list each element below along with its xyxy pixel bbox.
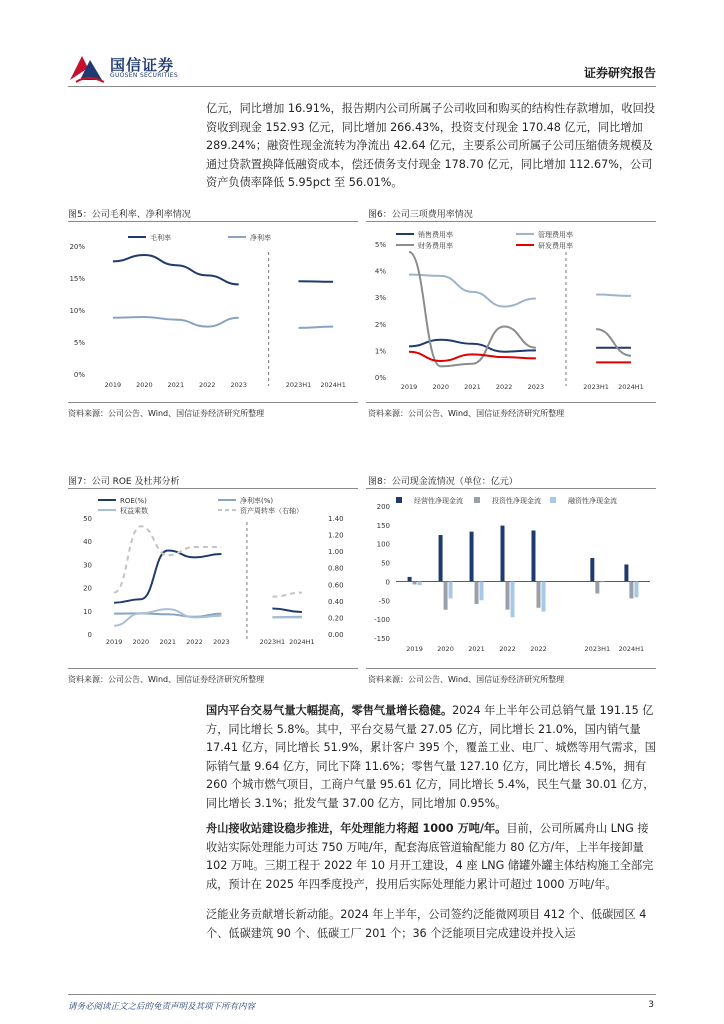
fig6-top-rule: [366, 221, 656, 222]
doc-type-label: 证券研究报告: [583, 66, 656, 80]
fig8-bar-2: [634, 581, 638, 597]
fig7-left-ytick: 40: [83, 538, 92, 547]
fig8-bar-2: [511, 581, 515, 617]
fig6-xtick: 2019: [400, 383, 418, 391]
fig8-legend-label: 经营性净现金流: [414, 497, 463, 505]
fig8-xtick: 2022: [499, 645, 516, 653]
section-2: [206, 820, 656, 894]
logo-text-cn: 国信证券: [110, 56, 175, 74]
fig8-bar-0: [439, 535, 443, 581]
fig7-left-ytick: 20: [83, 584, 92, 593]
fig5-xtick: 2024H1: [320, 381, 346, 389]
fig8-bar-0: [531, 531, 535, 582]
logo-text-en: GUOSEN SECURITIES: [110, 72, 179, 79]
fig8-ytick: -50: [378, 597, 390, 606]
fig8-bar-0: [501, 526, 505, 582]
fig7-xtick: 2024H1: [289, 638, 315, 646]
fig5-xtick: 2021: [167, 381, 185, 389]
footer-disclaimer: 请务必阅读正文之后的免责声明及其项下所有内容: [68, 1002, 256, 1012]
fig8-legend-label: 投资性净现金流: [492, 497, 541, 505]
fig7-bottom-rule: [68, 668, 358, 669]
fig5-chart: [68, 226, 358, 396]
fig8-legend-label: 融资性净现金流: [568, 497, 617, 505]
fig8-bar-0: [590, 558, 594, 581]
fig7-legend-label: 资产周转率（右轴）: [240, 507, 303, 515]
fig6-ytick: 5%: [374, 241, 386, 249]
fig7-top-rule: [68, 488, 358, 489]
fig6-series-line-1: [596, 295, 631, 296]
fig8-legend-swatch: [474, 497, 480, 503]
fig8-bar-0: [470, 532, 474, 582]
fig7-left-ytick: 50: [83, 515, 92, 523]
fig8-bar-1: [413, 581, 417, 584]
fig5-xtick: 2023: [230, 381, 248, 389]
fig6-xtick: 2024H1: [618, 383, 644, 391]
fig7-right-ytick: 0.00: [328, 631, 344, 639]
fig5-xtick: 2023H1: [285, 381, 312, 389]
fig8-bar-2: [418, 581, 422, 585]
fig5-legend-label: 净利率: [250, 234, 271, 242]
section-1-body: 2024 年上半年公司总销气量 191.15 亿方，同比增长 5.8%。其中，平台交易气量 27.05 亿方，同比增长 21.0%，国内销气量 17.41 亿方，同比增长 51.9%，累计客户 395 个，覆盖工业、电厂、城燃等用气需求，国际销气量 9.64 亿方，同比下降 11.6%；零售气量 127.10 亿方，同比增长 4.5%，拥有 260 个城市燃气项目，工商户气量 95.61 亿方，同比增长 5.4%，民生气量 30.01 亿方，同比增长 3.1%；批发气量 37.00 亿方，同比增加 0.95%。: [206, 704, 656, 810]
fig5-top-rule: [68, 221, 358, 222]
fig7-series-line-3: [114, 526, 221, 592]
fig6-bottom-rule: [366, 402, 656, 403]
fig7-xtick: 2019: [105, 638, 123, 646]
fig7-xtick: 2022: [186, 638, 203, 646]
fig7-left-ytick: 30: [83, 561, 92, 570]
fig8-source: 资料来源：公司公告、Wind、国信证券经济研究所整理: [368, 675, 565, 684]
fig5-ytick: 0%: [73, 371, 85, 379]
fig5-ytick: 5%: [73, 339, 85, 347]
fig7-right-ytick: 0.60: [328, 581, 344, 590]
fig8-xtick: 2021: [468, 645, 485, 653]
fig8-xtick: 2024H1: [618, 645, 645, 653]
fig7-xtick: 2021: [159, 638, 177, 646]
fig8-bar-0: [624, 564, 628, 581]
fig8-ytick: 200: [376, 503, 390, 511]
fig6-xtick: 2022: [495, 383, 513, 391]
fig7-legend-label: ROE(%): [120, 497, 147, 505]
fig7-series-line-3: [272, 593, 302, 597]
fig8-legend-swatch: [396, 497, 402, 503]
fig6-xtick: 2023H1: [583, 383, 609, 391]
fig7-right-ytick: 1.20: [328, 531, 344, 540]
fig7-right-ytick: 0.40: [328, 597, 344, 606]
page-number: 3: [648, 1000, 654, 1010]
fig8-top-rule: [366, 488, 656, 489]
fig6-series-line-1: [409, 275, 536, 307]
fig8-ytick: 150: [376, 521, 390, 530]
fig8-legend-swatch: [550, 497, 556, 503]
fig7-xtick: 2023H1: [259, 638, 286, 646]
fig6-title: 图6：公司三项费用率情况: [368, 210, 473, 220]
fig8-ytick: -100: [374, 616, 390, 625]
fig7-xtick: 2020: [132, 638, 150, 646]
section-3-body: 泛能业务贡献增长新动能。2024 年上半年，公司签约泛能微网项目 412 个、低碳园区 4 个、低碳建筑 90 个、低碳工厂 201 个；36 个泛能项目完成建设并投入运: [206, 908, 647, 940]
fig6-series-line-3: [409, 352, 536, 361]
section-2-body: 目前，公司所属舟山 LNG 接收站实际处理能力可达 750 万吨/年，配套海底管道输配能力 80 亿方/年，上半年接卸量 102 万吨。三期工程于 2022 年 10 月开工建设，4 座 LNG 储罐外罐主体结构施工全部完成，预计在 2025 年四季度投产，投用后实际处理能力累计可超过 1000 万吨/年。: [206, 822, 654, 891]
intro-text: 亿元，同比增加 16.91%，报告期内公司所属子公司收回和购买的结构性存款增加，收回投资收到现金 152.93 亿元，同比增加 266.43%，投资支付现金 170.48 亿元，同比增加 289.24%；融资性现金流转为净流出 42.64 亿元，主要系公司所属子公司压缩债务规模及通过贷款置换降低融资成本，偿还债务支付现金 178.70 亿元，同比增加 112.67%，公司资产负债率降低 5.95pct 至 56.01%。: [206, 102, 655, 190]
fig5-ytick: 15%: [69, 275, 85, 283]
fig7-right-ytick: 1.40: [328, 515, 344, 523]
fig7-series-line-0: [272, 609, 302, 613]
fig7-left-ytick: 0: [87, 631, 92, 639]
fig8-bar-1: [444, 581, 448, 609]
fig5-series-line-1: [113, 317, 239, 327]
fig8-bar-2: [600, 581, 604, 582]
fig8-xtick: 2023H1: [584, 645, 611, 653]
fig5-ytick: 10%: [69, 307, 85, 315]
fig8-bar-2: [480, 581, 484, 600]
fig6-series-line-0: [409, 340, 536, 352]
fig8-title: 图8：公司现金流情况（单位：亿元）: [368, 477, 518, 487]
fig6-series-line-2: [409, 252, 536, 366]
fig6-ytick: 0%: [374, 374, 386, 382]
fig8-ytick: 100: [376, 540, 390, 549]
fig8-bar-2: [449, 581, 453, 598]
page-header: [0, 0, 724, 92]
fig5-title: 图5：公司毛利率、净利率情况: [68, 210, 191, 220]
fig8-ytick: -150: [374, 635, 390, 643]
fig8-xtick: 2019: [406, 645, 423, 653]
fig6-xtick: 2020: [432, 383, 450, 391]
fig8-ytick: 0: [385, 578, 390, 587]
fig7-right-ytick: 0.80: [328, 564, 344, 573]
section-1: [206, 702, 656, 814]
fig5-series-line-0: [113, 255, 239, 284]
fig7-legend-label: 权益乘数: [120, 507, 148, 515]
fig8-bar-1: [595, 581, 599, 593]
fig5-bottom-rule: [68, 402, 358, 403]
fig5-legend-label: 毛利率: [150, 234, 171, 242]
fig8-bar-2: [541, 581, 545, 611]
section-3: [206, 906, 656, 943]
fig6-ytick: 4%: [374, 267, 386, 276]
fig6-legend-label: 销售费用率: [418, 231, 453, 239]
fig7-title: 图7：公司 ROE 及杜邦分析: [68, 477, 180, 487]
fig8-bar-0: [408, 577, 412, 582]
fig8-chart: [366, 492, 656, 662]
section-2-lead: 舟山接收站建设稳步推进，年处理能力将超 1000 万吨/年。: [206, 822, 507, 835]
fig8-ytick: 50: [381, 559, 390, 568]
fig6-xtick: 2023: [527, 383, 545, 391]
fig5-series-line-1: [299, 327, 334, 328]
fig6-chart: [366, 226, 656, 396]
header-divider: [68, 86, 656, 87]
section-1-lead: 国内平台交易气量大幅提高，零售气量增长稳健。: [206, 704, 453, 717]
fig7-xtick: 2023: [213, 638, 230, 646]
fig8-bar-1: [629, 581, 633, 598]
fig8-bottom-rule: [366, 668, 656, 669]
fig8-xtick: 2022: [530, 645, 547, 653]
guosen-logo-icon: [68, 52, 106, 86]
fig5-xtick: 2022: [198, 381, 216, 389]
fig8-bar-1: [475, 581, 479, 604]
fig5-series-line-0: [299, 281, 334, 282]
fig6-legend-label: 研发费用率: [538, 242, 573, 250]
fig6-ytick: 2%: [374, 320, 386, 329]
intro-paragraph: [206, 100, 656, 193]
fig6-legend-label: 财务费用率: [418, 242, 453, 250]
fig6-ytick: 1%: [374, 347, 386, 356]
fig5-ytick: 20%: [69, 243, 85, 251]
fig8-xtick: 2020: [437, 645, 454, 653]
fig7-source: 资料来源：公司公告、Wind、国信证券经济研究所整理: [68, 675, 265, 684]
fig8-bar-1: [536, 581, 540, 607]
fig7-legend-label: 净利率(%): [240, 497, 274, 505]
guosen-logo: [68, 52, 228, 88]
fig6-series-line-2: [596, 329, 631, 356]
fig6-xtick: 2021: [464, 383, 481, 391]
footer-divider: [68, 994, 656, 995]
fig7-left-ytick: 10: [83, 607, 92, 616]
fig7-series-line-2: [114, 609, 221, 626]
fig5-xtick: 2019: [104, 381, 122, 389]
fig5-xtick: 2020: [136, 381, 153, 389]
fig6-source: 资料来源：公司公告、Wind、国信证券经济研究所整理: [368, 409, 565, 418]
fig7-right-ytick: 1.00: [328, 548, 344, 557]
fig7-series-line-0: [114, 551, 221, 603]
fig7-right-ytick: 0.20: [328, 614, 344, 623]
fig7-chart: [68, 492, 358, 662]
fig8-bar-1: [506, 581, 510, 609]
fig6-legend-label: 管理费用率: [538, 231, 573, 239]
fig5-source: 资料来源：公司公告、Wind、国信证券经济研究所整理: [68, 409, 265, 418]
fig6-ytick: 3%: [374, 294, 386, 303]
